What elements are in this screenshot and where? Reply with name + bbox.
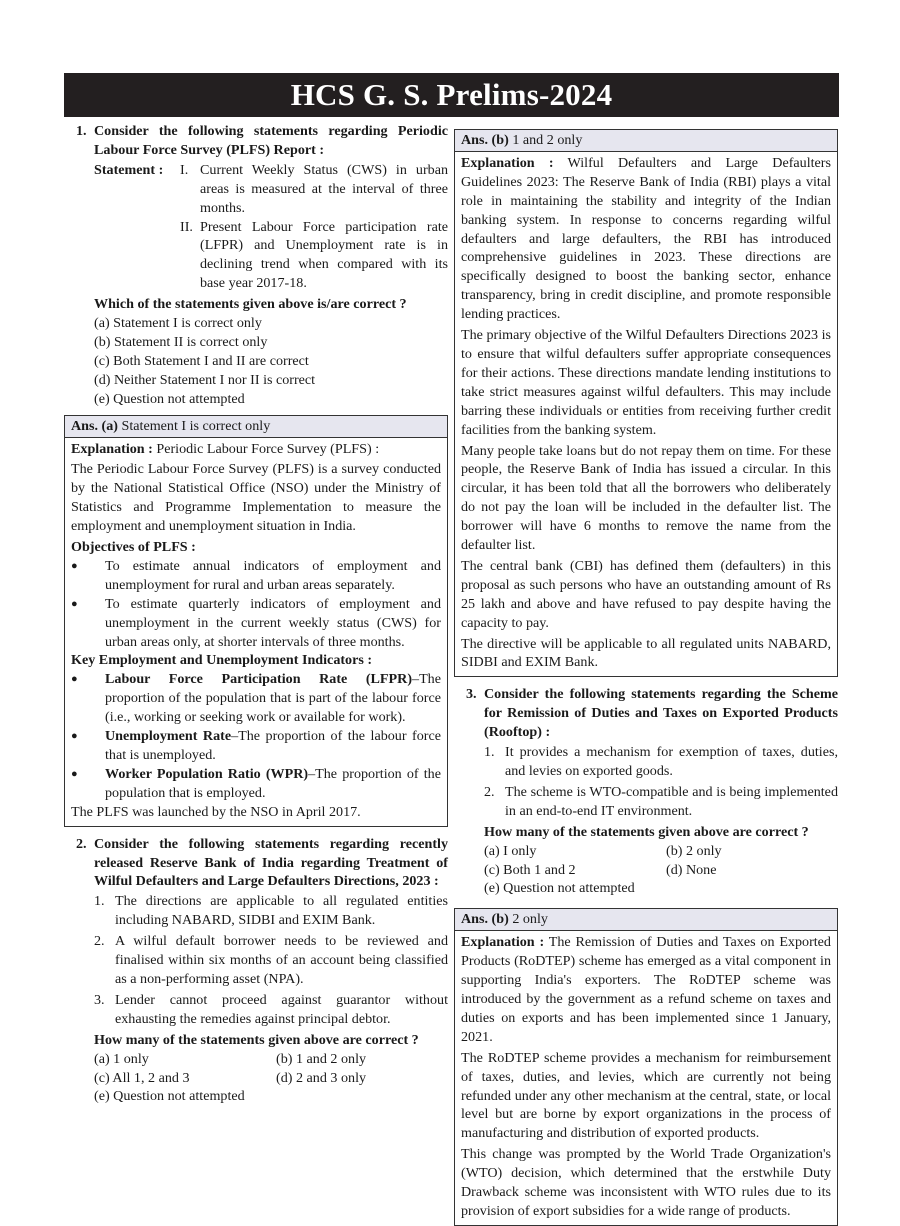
statement-item [180, 218, 448, 294]
question-1 [64, 122, 448, 827]
answer-label: Ans. (a) [71, 417, 118, 434]
answer-label: Ans. (b) [461, 132, 509, 148]
indicator-item [71, 727, 441, 765]
left-column [64, 122, 448, 1106]
option-c: (c) Both 1 and 2 [484, 861, 576, 878]
options-grid [64, 1050, 448, 1088]
question-2-text [64, 835, 448, 892]
bullet-icon: ● [71, 597, 78, 610]
right-column [454, 122, 838, 1226]
indicator-item [71, 765, 441, 803]
answer-box [454, 129, 838, 677]
question-stem: Consider the following statements regarding recently released Reserve Bank of India regarding Treatment of Wilful Defaulters and Large Defaulters Directions, 2023 : [94, 835, 448, 890]
explanation-paragraph: Wilful Defaulters and Large Defaulters Guidelines 2023: The Reserve Bank of India (RBI) plays a vital role in maintaining the stability and integrity of the Indian banking system. In response to concerns regarding wilful defaulters and large defaulters, the RBI has introduced comprehensive guidelines in 2023. These directions are specifically designed to boost the banking sector, enhance transparency, bring in credit discipline, and promote responsible lending practices. [461, 154, 831, 323]
answer-box [64, 415, 448, 827]
question-3-text [454, 685, 838, 742]
question-1-text [64, 122, 448, 160]
statement-text: Present Labour Force participation rate (LFPR) and Unemployment rate is in declining trend when compared with its base year 2017-18. [200, 218, 448, 292]
explanation-paragraph: The central bank (CBI) has defined them (defaulters) in this proposal as such persons who have an outstanding amount of Rs 25 lakh and above and have refused to pay despite having the capacity to pay. [461, 557, 831, 631]
explanation-paragraph: The directive will be applicable to all regulated units NABARD, SIDBI and EXIM Bank. [461, 635, 831, 671]
explanation-label: Explanation : [461, 154, 554, 171]
option-e: (e) Question not attempted [94, 1088, 245, 1105]
explanation-paragraph: Many people take loans but do not repay them on time. For these people, the Reserve Bank of India has issued a circular. In this circular, it has been told that all the borrowers who deliberately do not pay the loan will be included in the defaulter list. The borrower will have 6 months to remove the name from the defaulter list. [461, 442, 831, 554]
explanation [455, 931, 837, 1225]
answer-header [65, 416, 447, 438]
question-prompt: Which of the statements given above is/are correct ? [94, 296, 407, 313]
bullet-icon: ● [71, 673, 78, 686]
explanation-intro: Periodic Labour Force Survey (PLFS) : [156, 440, 380, 457]
option-d: (d) None [666, 861, 717, 878]
statement-text: It provides a mechanism for exemption of taxes, duties, and levies on exported goods. [505, 744, 838, 779]
statement-number: I. [180, 161, 189, 178]
statement-number: 1. [484, 744, 495, 761]
statement-label: Statement : [94, 161, 164, 178]
objectives-heading: Objectives of PLFS : [71, 539, 196, 556]
explanation-paragraph: This change was prompted by the World Trade Organization's (WTO) decision, which determined that the erstwhile Duty Drawback scheme was inconsistent with WTO rules due to its provision of export subsidies for a wide range of products. [461, 1146, 831, 1219]
bullet-icon: ● [71, 730, 78, 743]
objective-item [71, 557, 441, 595]
answer-box [454, 908, 838, 1226]
statement-number: 3. [94, 991, 105, 1008]
page-title: HCS G. S. Prelims-2024 [290, 77, 613, 112]
statement-text: The scheme is WTO-compatible and is being implemented in an end-to-end IT environment. [505, 783, 838, 819]
objective-item [71, 595, 441, 652]
explanation-paragraph: The Periodic Labour Force Survey (PLFS) is a survey conducted by the National Statistical Office (NSO) under the Ministry of Statistics and Programme Implementation to measure the employment and unemployment situation in India. [71, 461, 441, 535]
indicator-definition: –The proportion of the labour force that is unemployed. [105, 728, 441, 763]
explanation-paragraph: The primary objective of the Wilful Defaulters Directions 2023 is to ensure that wilful defaulters suffer appropriate consequences for their actions. These directions mandate lending institutions to take strict measures against wilful defaulters. This may include barring these individuals or entities from receiving further credit facilities from the banking system. [461, 327, 831, 438]
answer-text: 2 only [512, 911, 548, 928]
question-stem: Consider the following statements regarding Periodic Labour Force Survey (PLFS) Report : [94, 123, 448, 158]
statement-number: 2. [484, 783, 495, 800]
statement-item [64, 932, 448, 989]
statement-number: 1. [94, 893, 105, 910]
explanation-closing: The PLFS was launched by the NSO in April 2017. [71, 803, 361, 820]
statement-text: Current Weekly Status (CWS) in urban areas is measured at the interval of three months. [200, 161, 448, 216]
question-number: 2. [76, 835, 87, 852]
statement-text: The directions are applicable to all regulated entities including NABARD, SIDBI and EXIM Bank. [115, 893, 448, 929]
answer-text: 1 and 2 only [512, 132, 583, 148]
statement-item [454, 743, 838, 781]
options-grid [454, 842, 838, 880]
option-d: (d) 2 and 3 only [276, 1069, 367, 1086]
answer-label: Ans. (b) [461, 911, 509, 928]
question-prompt: How many of the statements given above are correct ? [484, 823, 809, 840]
statement-item [454, 783, 838, 821]
question-prompt: How many of the statements given above are correct ? [94, 1031, 419, 1048]
option-b: (b) 2 only [666, 842, 722, 859]
answer-text: Statement I is correct only [121, 417, 271, 434]
explanation [455, 152, 837, 676]
objective-text: To estimate quarterly indicators of employment and unemployment in the current weekly status (CWS) for urban areas only, at shorter intervals of three months. [105, 595, 441, 650]
indicator-term: Labour Force Participation Rate (LFPR) [105, 671, 413, 688]
option-d: (d) Neither Statement I nor II is correct [94, 371, 316, 388]
question-number: 3. [466, 686, 477, 703]
bullet-icon: ● [71, 559, 78, 572]
statement-text: A wilful default borrower needs to be reviewed and finalised within six months of an account being classified as a non-performing asset (NPA). [115, 933, 448, 987]
indicator-item [71, 670, 441, 727]
statement-item [180, 161, 448, 218]
explanation-paragraph: The Remission of Duties and Taxes on Exported Products (RoDTEP) scheme has emerged as a vital component in supporting India's exporters. The RoDTEP scheme was introduced by the government as a refund scheme on taxes and duties on exports and has been implemented since 1 January, 2021. [461, 934, 831, 1045]
option-b: (b) Statement II is correct only [94, 333, 268, 350]
indicator-term: Unemployment Rate [105, 728, 232, 745]
option-a: (a) 1 only [94, 1050, 149, 1067]
statement-item [64, 892, 448, 930]
explanation [65, 438, 447, 826]
option-e: (e) Question not attempted [94, 390, 245, 407]
objective-text: To estimate annual indicators of employment and unemployment for rural and urban areas separately. [105, 557, 441, 593]
answer-header [455, 130, 837, 152]
indicator-definition: –The proportion of the population that is part of the labour force (i.e., working or seeking work or available for work). [105, 671, 441, 726]
option-a: (a) I only [484, 842, 537, 859]
statement-number: 2. [94, 933, 105, 950]
indicator-definition: –The proportion of the population that is employed. [105, 765, 441, 801]
explanation-paragraph: The RoDTEP scheme provides a mechanism for reimbursement of taxes, duties, and levies, which are currently not being refunded under any other mechanism at the central, state, or local level but are borne by export organizations in the process of manufacturing and distribution of exported products. [461, 1049, 831, 1142]
bullet-icon: ● [71, 767, 78, 780]
question-number: 1. [76, 123, 87, 139]
statement-text: Lender cannot proceed against guarantor without exhausting the remedies against principal debtor. [115, 991, 448, 1027]
statement-item [64, 991, 448, 1029]
explanation-label: Explanation : [71, 440, 153, 457]
answer-header [455, 909, 837, 931]
statement-number: II. [180, 218, 193, 235]
indicator-term: Worker Population Ratio (WPR) [105, 765, 309, 782]
question-3 [454, 685, 838, 898]
option-b: (b) 1 and 2 only [276, 1050, 367, 1067]
statement-block [64, 161, 448, 293]
question-stem: Consider the following statements regarding the Scheme for Remission of Duties and Taxes on Exported Products (Rooftop) : [484, 686, 838, 741]
indicators-heading: Key Employment and Unemployment Indicators : [71, 652, 373, 669]
option-e: (e) Question not attempted [484, 880, 635, 897]
question-2 [64, 835, 448, 1107]
option-a: (a) Statement I is correct only [94, 315, 262, 332]
option-c: (c) Both Statement I and II are correct [94, 352, 309, 369]
explanation-label: Explanation : [461, 934, 545, 951]
page-header [64, 73, 839, 117]
option-c: (c) All 1, 2 and 3 [94, 1069, 190, 1086]
